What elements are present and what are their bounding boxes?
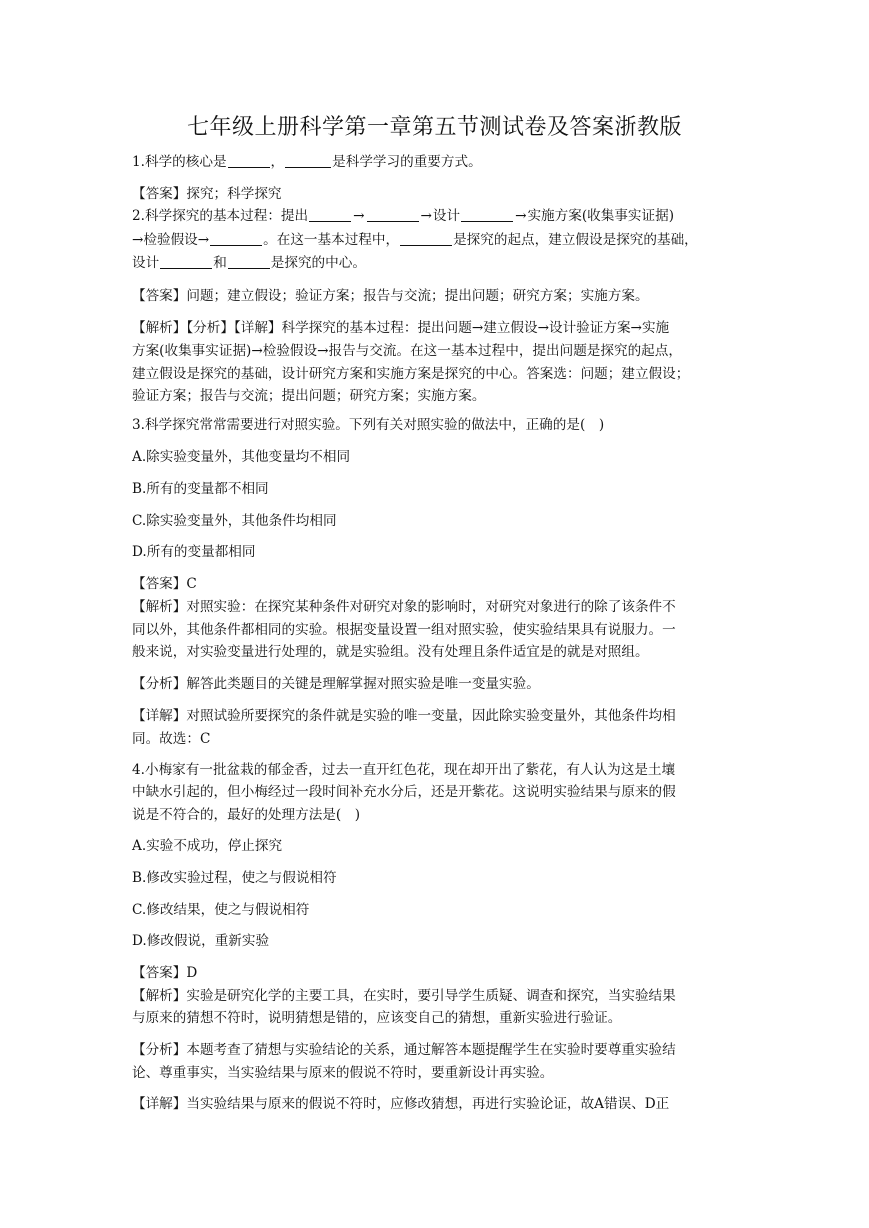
q4-fenxi-line: 论、尊重事实，当实验结果与原来的假说不符时，要重新设计再实验。 [132, 1065, 554, 1081]
q4-option-c: C.修改结果，使之与假说相符 [132, 902, 310, 918]
q3-option-a: A.除实验变量外，其他变量均不相同 [132, 449, 351, 465]
q1-text-b: ， [270, 154, 285, 170]
q4-option-d: D.修改假说，重新实验 [132, 933, 270, 949]
answer-blank [285, 153, 331, 168]
answer-blank [228, 153, 270, 168]
q2-analysis-line: 验证方案；报告与交流；提出问题；研究方案；实施方案。 [132, 388, 486, 404]
q3-answer: 【答案】C [132, 576, 197, 592]
q1-text-a: 1.科学的核心是 [132, 154, 227, 170]
answer-blank [210, 231, 262, 246]
question-1 [132, 152, 742, 172]
q2-text: 。在这一基本过程中， [263, 232, 400, 248]
answer-blank [309, 207, 351, 222]
answer-blank [367, 207, 419, 222]
arrow-glyph: → [420, 208, 432, 224]
q4-answer: 【答案】D [132, 965, 198, 981]
q4-option-a: A.实验不成功，停止探究 [132, 838, 283, 854]
page-title: 七年级上册科学第一章第五节测试卷及答案浙教版 [186, 115, 682, 140]
q2-text: 设计 [132, 255, 160, 271]
q3-analysis-line: 般来说，对实验变量进行处理的，就是实验组。没有处理且条件适宜是的就是对照组。 [132, 644, 649, 660]
q4-detail: 【详解】当实验结果与原来的假说不符时，应修改猜想，再进行实验论证，故A错误、D正 [132, 1096, 670, 1112]
question-2-line-2 [132, 230, 742, 250]
answer-blank [461, 207, 513, 222]
q2-text: 2.科学探究的基本过程：提出 [132, 208, 309, 224]
question-3-stem: 3.科学探究常常需要进行对照实验。下列有关对照实验的做法中，正确的是( ) [132, 417, 605, 433]
q2-text: 设计 [432, 208, 461, 224]
q2-text: 实施方案(收集事实证据) [527, 208, 675, 224]
answer-blank [228, 254, 270, 269]
answer-blank [160, 254, 212, 269]
q2-text: 是探究的起点，建立假设是探究的基础， [453, 232, 698, 248]
question-4-stem-line: 说是不符合的，最好的处理方法是( ) [132, 807, 361, 823]
answer-blank [400, 231, 452, 246]
question-4-stem-line: 4.小梅家有一批盆栽的郁金香，过去一直开红色花，现在却开出了紫花，有人认为这是土壤 [132, 762, 676, 778]
q3-option-d: D.所有的变量都相同 [132, 544, 256, 560]
q3-fenxi: 【分析】解答此类题目的关键是理解掌握对照实验是唯一变量实验。 [132, 676, 540, 692]
question-2-line-3 [132, 253, 742, 273]
q2-text: 和 [213, 255, 227, 271]
q4-option-b: B.修改实验过程，使之与假说相符 [132, 870, 337, 886]
q2-analysis-line: 建立假设是探究的基础，设计研究方案和实施方案是探究的中心。答案选：问题；建立假设； [132, 366, 690, 382]
q2-text: 是探究的中心。 [270, 255, 366, 271]
q3-analysis-line: 同以外，其他条件都相同的实验。根据变量设置一组对照实验，使实验结果具有说服力。一 [132, 622, 676, 638]
q3-option-c: C.除实验变量外，其他条件均相同 [132, 513, 337, 529]
question-2-line-1 [132, 206, 742, 226]
arrow-glyph: → [353, 208, 365, 224]
q3-detail-line: 【详解】对照试验所要探究的条件就是实验的唯一变量，因此除实验变量外，其他条件均相 [132, 708, 676, 724]
q1-text-c: 是科学学习的重要方式。 [332, 154, 482, 170]
q3-option-b: B.所有的变量都不相同 [132, 481, 269, 497]
q2-analysis-line: 方案(收集事实证据)→检验假设→报告与交流。在这一基本过程中，提出问题是探究的起点， [132, 343, 682, 359]
q2-analysis-line: 【解析】【分析】【详解】科学探究的基本过程：提出问题→建立假设→设计验证方案→实施 [132, 320, 670, 336]
q4-fenxi-line: 【分析】本题考查了猜想与实验结论的关系，通过解答本题提醒学生在实验时要尊重实验结 [132, 1042, 676, 1058]
q3-analysis-line: 【解析】对照实验：在探究某种条件对研究对象的影响时，对研究对象进行的除了该条件不 [132, 599, 676, 615]
q1-answer: 【答案】探究；科学探究 [132, 186, 282, 202]
q4-analysis-line: 【解析】实验是研究化学的主要工具，在实时，要引导学生质疑、调查和探究，当实验结果 [132, 988, 676, 1004]
question-4-stem-line: 中缺水引起的，但小梅经过一段时间补充水分后，还是开紫花。这说明实验结果与原来的假 [132, 784, 676, 800]
q3-detail-line: 同。故选：C [132, 731, 211, 747]
q2-answer: 【答案】问题；建立假设；验证方案；报告与交流；提出问题；研究方案；实施方案。 [132, 288, 649, 304]
arrow-glyph: → [515, 208, 527, 224]
q4-analysis-line: 与原来的猜想不符时，说明猜想是错的，应该变自己的猜想，重新实验进行验证。 [132, 1010, 622, 1026]
q2-text: →检验假设→ [132, 232, 210, 248]
